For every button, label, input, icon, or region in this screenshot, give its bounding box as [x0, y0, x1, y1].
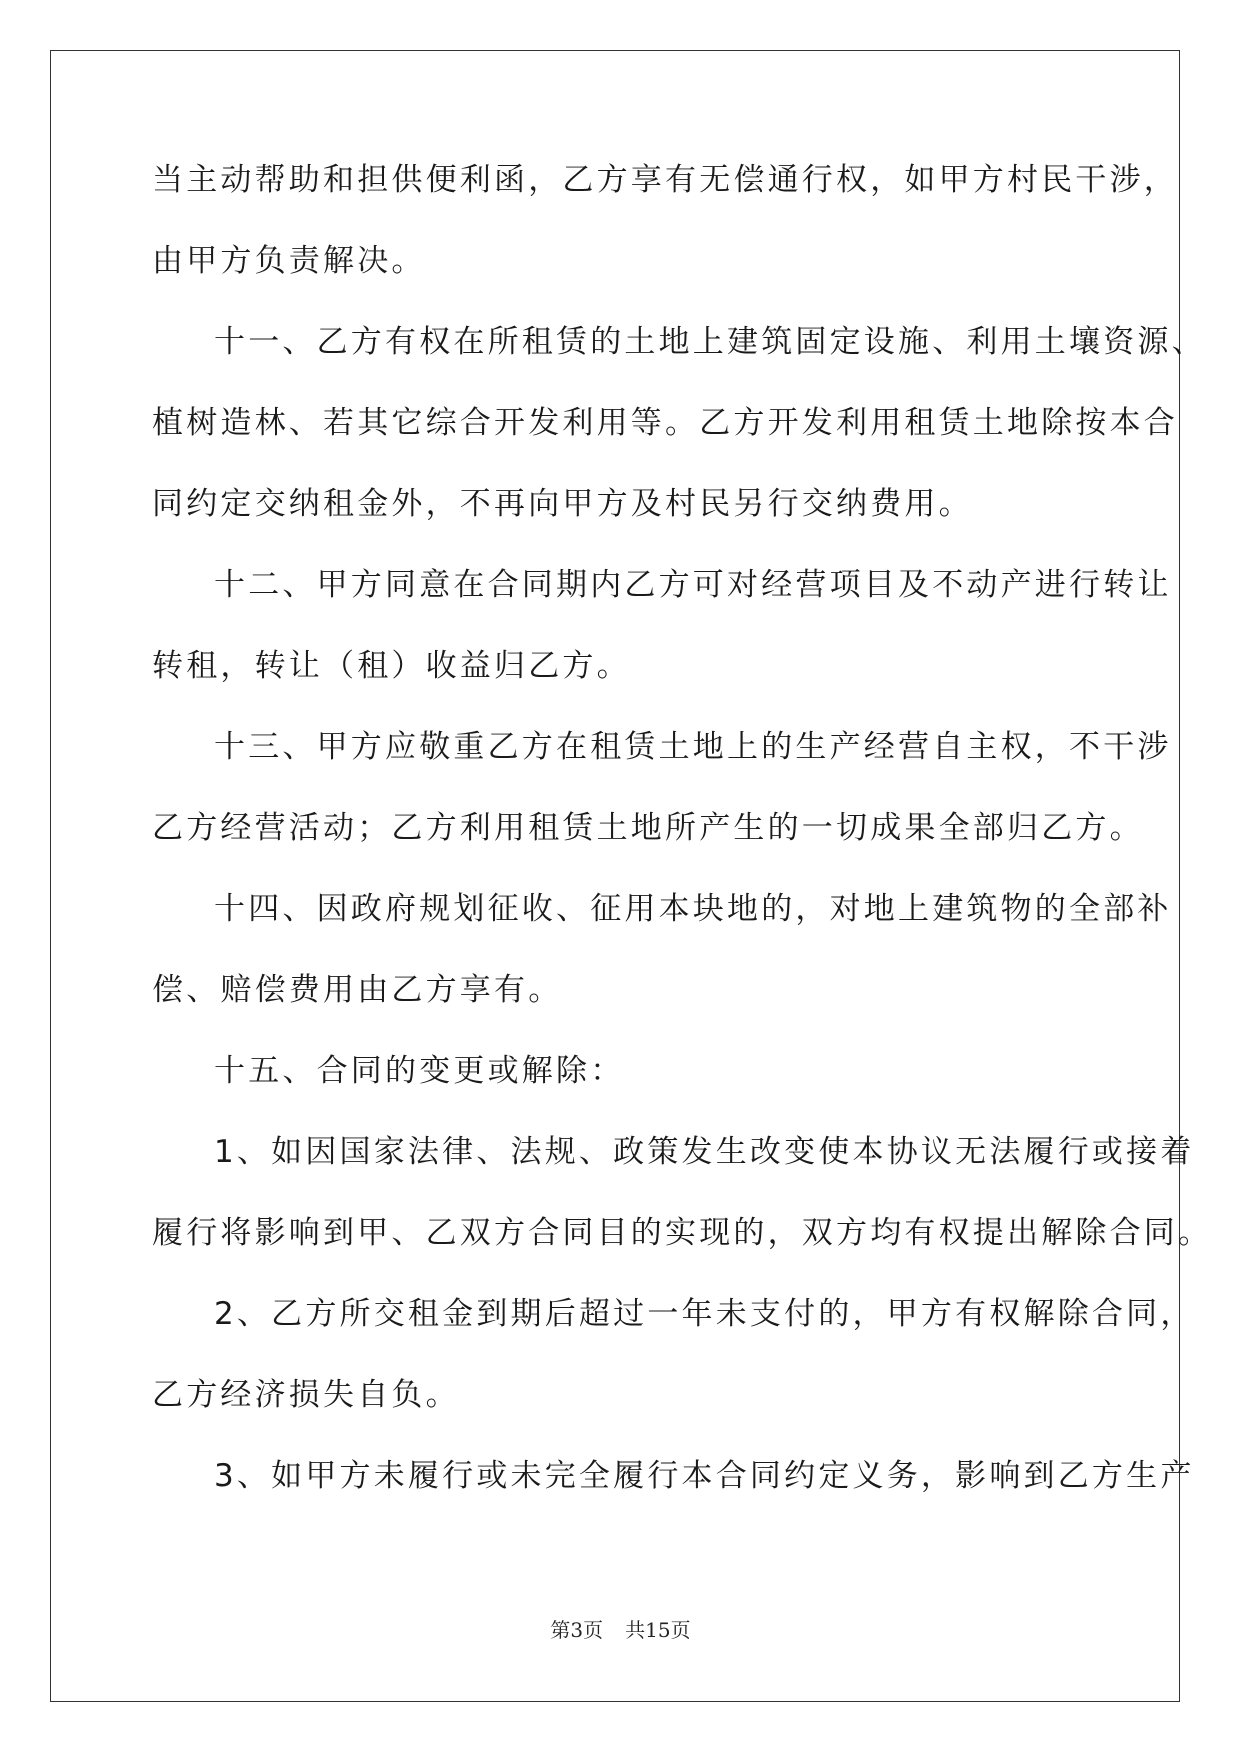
text-line: 3、如甲方未履行或未完全履行本合同约定义务，影响到乙方生产 [214, 1458, 1195, 1494]
text-line: 十五、合同的变更或解除： [214, 1053, 625, 1089]
page-number: 第3页 [550, 1618, 604, 1642]
text-line: 十四、因政府规划征收、征用本块地的，对地上建筑物的全部补 [214, 891, 1172, 927]
text-line: 转租，转让（租）收益归乙方。 [152, 648, 631, 684]
page-total: 共15页 [625, 1618, 691, 1642]
text-line: 同约定交纳租金外，不再向甲方及村民另行交纳费用。 [152, 486, 973, 522]
text-line: 偿、赔偿费用由乙方享有。 [152, 972, 563, 1008]
text-line: 植树造林、若其它综合开发利用等。乙方开发利用租赁土地除按本合 [152, 405, 1178, 441]
text-line: 十一、乙方有权在所租赁的土地上建筑固定设施、利用土壤资源、 [214, 324, 1206, 360]
text-line: 履行将影响到甲、乙双方合同目的实现的，双方均有权提出解除合同。 [152, 1215, 1213, 1251]
text-line: 乙方经营活动；乙方利用租赁土地所产生的一切成果全部归乙方。 [152, 810, 1144, 846]
text-line: 2、乙方所交租金到期后超过一年未支付的，甲方有权解除合同， [214, 1296, 1195, 1332]
text-line: 当主动帮助和担供便利函，乙方享有无偿通行权，如甲方村民干涉， [152, 162, 1178, 198]
text-line: 由甲方负责解决。 [152, 243, 426, 279]
text-line: 乙方经济损失自负。 [152, 1377, 460, 1413]
text-line: 十二、甲方同意在合同期内乙方可对经营项目及不动产进行转让 [214, 567, 1172, 603]
text-line: 十三、甲方应敬重乙方在租赁土地上的生产经营自主权，不干涉 [214, 729, 1172, 765]
text-line: 1、如因国家法律、法规、政策发生改变使本协议无法履行或接着 [214, 1134, 1195, 1170]
document-body [152, 160, 1213, 1537]
page-footer [0, 1614, 1241, 1643]
